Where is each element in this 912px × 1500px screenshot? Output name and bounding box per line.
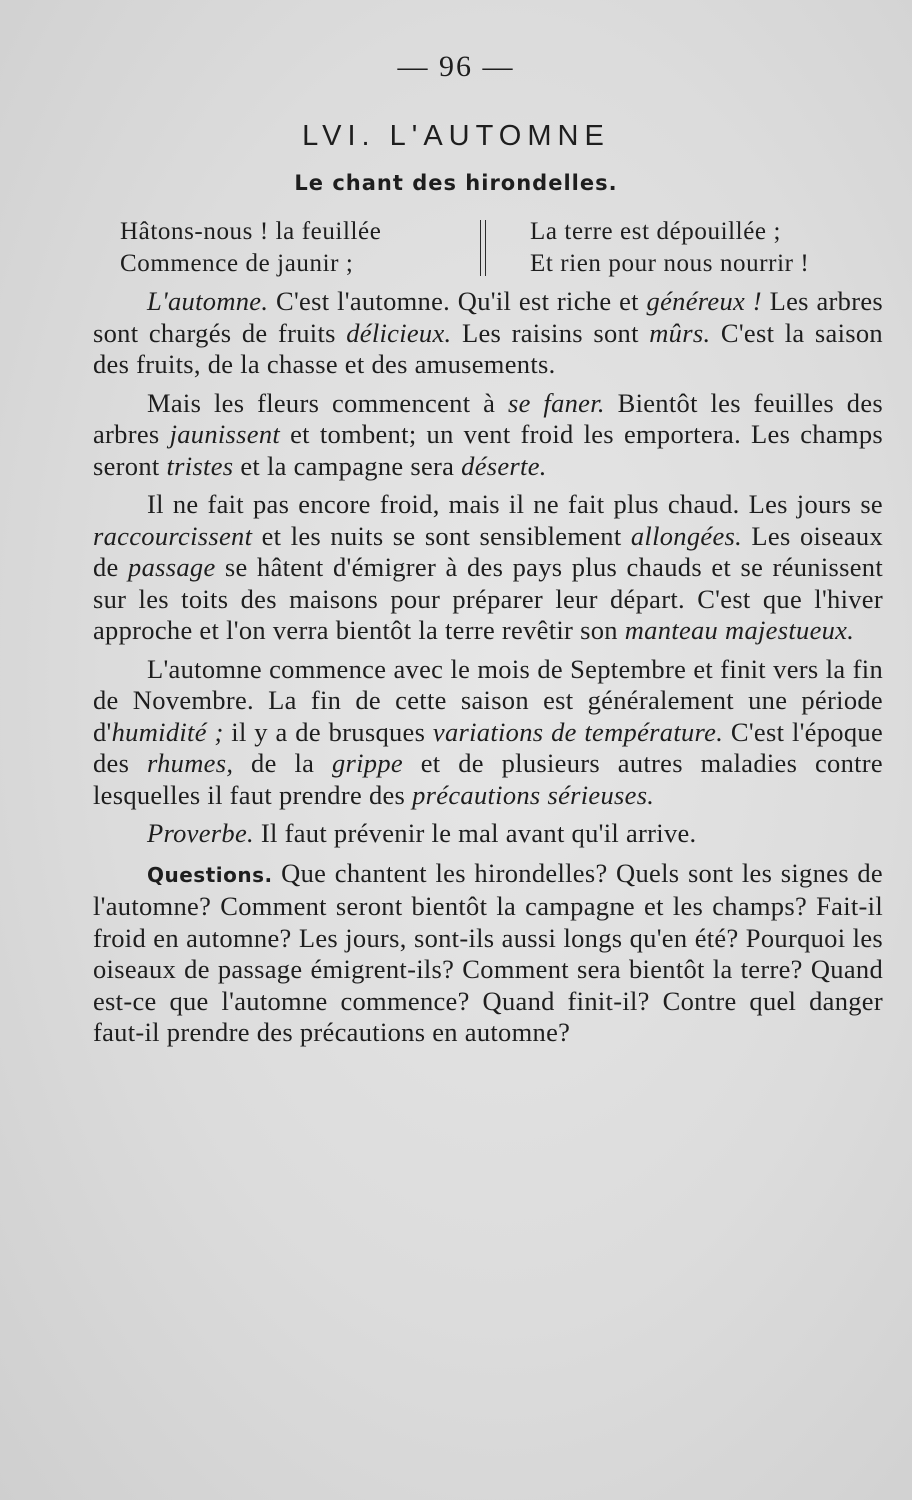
text-run: Il ne fait pas encore froid, mais il ne fait plus chaud. Les jours se xyxy=(147,489,883,519)
italic-term: variations de température. xyxy=(432,716,724,747)
text-run: Les oiseaux de xyxy=(93,520,883,582)
italic-term: délicieux. xyxy=(346,317,452,348)
italic-term: humidité ; xyxy=(111,716,224,747)
poem-line: La terre est dépouillée ; xyxy=(530,218,781,245)
italic-term: passage xyxy=(128,552,216,582)
italic-term: raccourcissent xyxy=(93,520,253,551)
page-number: — 96 — xyxy=(397,50,515,83)
poem-stanza xyxy=(120,216,900,282)
poem-left-column xyxy=(120,216,381,280)
paragraph-autumn-intro xyxy=(93,286,883,381)
text-run: Les raisins sont xyxy=(451,317,650,348)
poem-line: Hâtons-nous ! la feuillée xyxy=(120,218,382,245)
italic-term: précautions sérieuses. xyxy=(412,779,655,810)
paragraph-lead: L'automne. xyxy=(147,286,269,316)
paragraph-fading-flowers xyxy=(93,388,883,483)
questions-text: Que chantent les hirondelles? Quels sont les signes de l'automne? Comment seront bientôt la campagne et les champs? Fait-il froid en automne? Les jours, sont-ils aussi longs qu'en été? Pourquoi les oiseaux de passage émigrent-ils? Comment sera bientôt la terre? Quand est-ce que l'automne commence? Quand finit-il? Contre quel danger faut-il prendre des précautions en automne? xyxy=(93,857,883,1047)
text-run: C'est la saison des fruits, de la chasse et des amusements. xyxy=(93,317,883,379)
poem-divider xyxy=(480,220,486,276)
proverb-text: Il faut prévenir le mal avant qu'il arrive. xyxy=(253,818,697,848)
paragraph-proverb xyxy=(93,818,883,850)
body-text xyxy=(93,286,883,1056)
text-run: Les arbres sont chargés de fruits xyxy=(93,286,883,348)
questions-label: Questions. xyxy=(147,862,273,887)
text-run: de la xyxy=(233,748,332,778)
italic-term: manteau majestueux. xyxy=(624,615,855,645)
proverb-label: Proverbe. xyxy=(147,818,254,848)
text-run: L'automne commence avec le mois de Septembre et finit vers la fin de Novembre. La fin de cette saison est généralement une période d' xyxy=(93,653,883,747)
poem-line: Commence de jaunir ; xyxy=(120,250,354,277)
text-run: et les nuits se sont sensiblement xyxy=(252,520,631,551)
italic-term: mûrs. xyxy=(649,317,711,348)
italic-term: jaunissent xyxy=(169,419,281,449)
text-run: Bientôt les feuilles des arbres xyxy=(93,387,883,449)
paragraph-season-dates xyxy=(93,654,883,812)
paragraph-questions xyxy=(93,858,883,1049)
lesson-subtitle: Le chant des hirondelles. xyxy=(294,171,618,195)
text-run: se hâtent d'émigrer à des pays plus chauds et se réunissent sur les toits des maisons pour préparer leur départ. C'est que l'hiver approche et l'on verra bientôt la terre revêtir son xyxy=(93,552,883,645)
italic-term: allongées. xyxy=(630,520,743,551)
text-run: il y a de brusques xyxy=(223,716,433,747)
italic-term: rhumes, xyxy=(147,748,234,778)
text-run: et la campagne sera xyxy=(233,450,462,481)
italic-term: grippe xyxy=(331,748,403,778)
text-run: et de plusieurs autres maladies contre lesquelles il faut prendre des xyxy=(93,748,883,810)
italic-term: généreux ! xyxy=(646,286,762,316)
lesson-title: LVI. L'AUTOMNE xyxy=(302,120,610,152)
text-run: C'est l'époque des xyxy=(93,716,884,778)
italic-term: tristes xyxy=(166,450,234,481)
text-run: Mais les fleurs commencent à xyxy=(147,387,508,418)
poem-line: Et rien pour nous nourrir ! xyxy=(530,250,810,277)
text-run: C'est l'automne. Qu'il est riche et xyxy=(268,286,647,316)
poem-right-column xyxy=(530,216,809,280)
italic-term: se faner. xyxy=(507,387,605,418)
text-run: et tombent; un vent froid les emportera. Les champs seront xyxy=(93,419,883,481)
paragraph-migration xyxy=(93,489,883,647)
italic-term: déserte. xyxy=(461,450,547,481)
